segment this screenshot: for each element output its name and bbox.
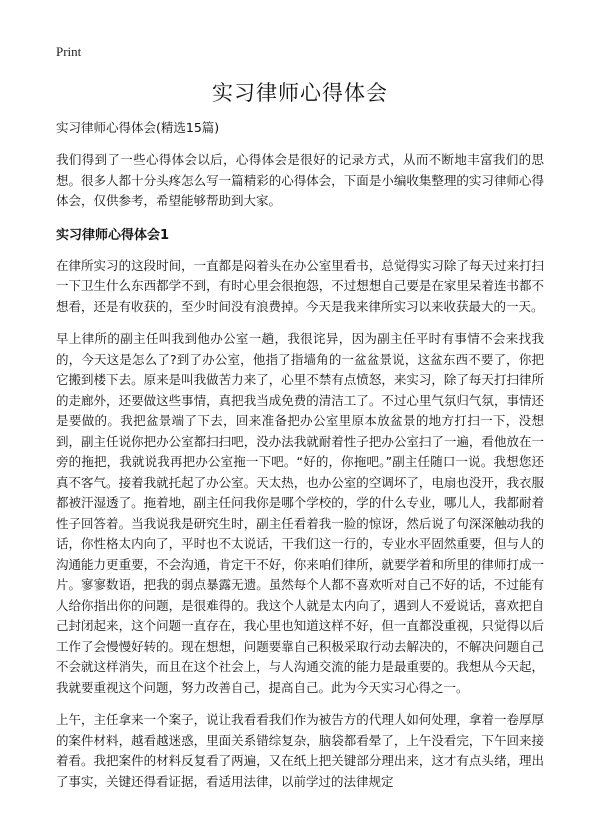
document-title: 实习律师心得体会 [212, 81, 388, 105]
body-paragraph: 上午，主任拿来一个案子，说让我看看我们作为被告方的代理人如何处理，拿着一卷厚厚的案件材料，越看越迷惑，里面关系错综复杂，脑袋都看晕了，上午没看完，下午回来接着看。我把案件的材料反复看了两遍，又在纸上把关键部分理出来，这才有点头绪，理出了事实，关键还得看证据，看适用法律，以前学过的法律规定 [56, 712, 544, 789]
print-link[interactable]: Print [56, 44, 82, 59]
document-body [56, 118, 544, 804]
intro-paragraph: 我们得到了一些心得体会以后，心得体会是很好的记录方式，从而不断地丰富我们的思想。很多人都十分头疼怎么写一篇精彩的心得体会，下面是小编收集整理的实习律师心得体会，仅供参考，希望能够帮助到大家。 [56, 152, 544, 208]
body-paragraph: 早上律所的副主任叫我到他办公室一趟，我很诧异，因为副主任平时有事情不会来找我的，今天这是怎么了?到了办公室，他指了指墙角的一盆盆景说，这盆东西不要了，你把它搬到楼下去。原来是叫我做苦力来了，心里不禁有点愤怒，来实习，除了每天打扫律所的走廊外，还要做这些事情，真把我当成免费的清洁工了。不过心里气氛归气氛，事情还是要做的。我把盆景端了下去，回来准备把办公室里原本放盆景的地方打扫一下，没想到，副主任说你把办公室都扫扫吧，没办法我就耐着性子把办公室扫了一遍，看他放在一旁的拖把，我就说我再把办公室拖一下吧。“好的，你拖吧。”副主任随口一说。我想您还真不客气。接着我就托起了办公室。天太热，也办公室的空调坏了，电扇也没开，我衣服都被汗湿透了。拖着地，副主任问我你是哪个学校的，学的什么专业，哪儿人，我都耐着性子回答着。当我说我是研究生时，副主任看着我一脸的惊讶，然后说了句深深触动我的话，你性格太内向了，平时也不太说话，干我们这一行的，专业水平固然重要，但与人的沟通能力更重要，不会沟通，肯定干不好，你来咱们律所，就要学着和所里的律师打成一片。寥寥数语，把我的弱点暴露无遗。虽然每个人都不喜欢听对自己不好的话，不过能有人给你指出你的问题，是很难得的。我这个人就是太内向了，遇到人不爱说话，喜欢把自己封闭起来，这个问题一直存在，我心里也知道这样不好，但一直都没重视，只觉得以后工作了会慢慢好转的。现在想想，问题要靠自己积极采取行动去解决的，不解决问题自己不会就这样消失，而且在这个社会上，与人沟通交流的能力是最重要的。我想从今天起，我就要重视这个问题，努力改善自己，提高自己。此为今天实习心得之一。 [56, 331, 544, 695]
section-heading: 实习律师心得体会1 [56, 227, 170, 243]
body-paragraph: 在律所实习的这段时间，一直都是闷着头在办公室里看书，总觉得实习除了每天过来打扫一下卫生什么东西都学不到，有时心里会很抱怨，不过想想自己要是在家里呆着连书都不想看，还是有收获的，至少时间没有浪费掉。今天是我来律所实习以来收获最大的一天。 [56, 257, 544, 314]
document-subtitle: 实习律师心得体会(精选15篇) [56, 120, 220, 135]
